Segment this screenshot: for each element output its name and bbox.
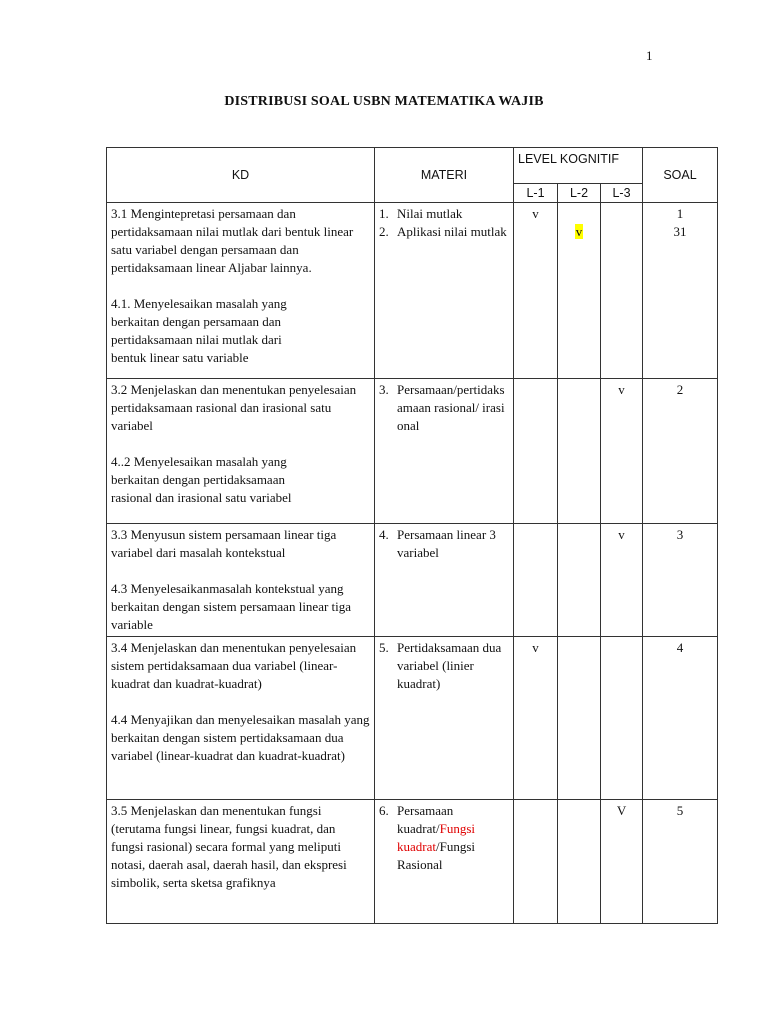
l3-cell: v <box>601 379 643 524</box>
kd-text: 4.4 Menyajikan dan menyelesaikan masalah yang berkaitan dengan sistem pertidaksamaan dua variabel (linear-kuadrat dan kuadrat-kuadrat) <box>111 712 370 763</box>
header-kd: KD <box>107 148 375 203</box>
l1-cell: v <box>514 203 558 379</box>
kd-cell <box>107 379 375 524</box>
materi-number: 3. <box>379 382 389 397</box>
l2-cell <box>558 637 601 800</box>
header-l3: L-3 <box>601 184 643 203</box>
table-row <box>107 203 718 379</box>
header-l1: L-1 <box>514 184 558 203</box>
kd-text: 3.2 Menjelaskan dan menentukan penyelesaian pertidaksamaan rasional dan irasional satu variabel <box>111 382 357 433</box>
l3-cell <box>601 637 643 800</box>
highlighted-check: v <box>575 224 583 239</box>
l3-cell: V <box>601 800 643 924</box>
materi-text: Persamaan/pertidaksamaan rasional/ irasional <box>397 382 505 433</box>
l3-cell: v <box>601 524 643 637</box>
materi-number: 4. <box>379 527 389 542</box>
table-row <box>107 800 718 924</box>
header-soal: SOAL <box>643 148 718 203</box>
materi-number: 1. <box>379 206 389 221</box>
soal-number: 3 <box>676 527 684 542</box>
soal-cell <box>643 524 718 637</box>
l2-cell <box>558 203 601 379</box>
l1-cell: v <box>514 637 558 800</box>
kd-text: 4.1. Menyelesaikan masalah yang berkaitan dengan persamaan dan pertidaksamaan nilai mutlak dari bentuk linear satu variable <box>111 296 287 365</box>
kd-text: 3.1 Mengintepretasi persamaan dan pertidaksamaan nilai mutlak dari bentuk linear satu variabel dengan persamaan dan pertidaksamaan linear Aljabar lainnya. <box>111 206 354 275</box>
header-level-kognitif: LEVEL KOGNITIF <box>514 148 643 184</box>
materi-text: Persamaan linear 3 variabel <box>397 527 496 560</box>
materi-text: Aplikasi nilai mutlak <box>397 224 507 239</box>
materi-text: Pertidaksamaan dua variabel (linier kuadrat) <box>397 640 502 691</box>
soal-number: 4 <box>676 640 684 655</box>
materi-text-part: /Fungsi Rasional <box>397 839 475 872</box>
table-row <box>107 524 718 637</box>
materi-number: 2. <box>379 224 389 239</box>
kd-cell <box>107 524 375 637</box>
l2-cell <box>558 800 601 924</box>
materi-text-part: Persamaan kuadrat/ <box>397 803 454 836</box>
kd-text: 3.5 Menjelaskan dan menentukan fungsi (terutama fungsi linear, fungsi kuadrat, dan fungsi rasional) secara formal yang meliputi notasi, daerah asal, daerah hasil, dan ekspresi simbolik, serta sketsa grafiknya <box>111 803 347 890</box>
materi-text: Nilai mutlak <box>397 206 463 221</box>
materi-cell <box>375 637 514 800</box>
kd-text: 3.3 Menyusun sistem persamaan linear tiga variabel dari masalah kontekstual <box>111 527 337 560</box>
materi-cell <box>375 524 514 637</box>
table-row <box>107 637 718 800</box>
soal-cell <box>643 800 718 924</box>
materi-text <box>397 802 509 874</box>
soal-cell <box>643 379 718 524</box>
l1-cell <box>514 800 558 924</box>
materi-cell <box>375 800 514 924</box>
header-materi: MATERI <box>375 148 514 203</box>
soal-number: 2 <box>676 382 684 397</box>
l2-cell <box>558 379 601 524</box>
l1-cell <box>514 379 558 524</box>
soal-number: 1 <box>676 206 684 221</box>
page-title: DISTRIBUSI SOAL USBN MATEMATIKA WAJIB <box>224 94 544 109</box>
distribution-table <box>106 147 718 924</box>
soal-number: 5 <box>676 803 684 818</box>
l1-cell <box>514 524 558 637</box>
materi-text-red: Fungsi kuadrat <box>397 821 475 854</box>
soal-number: 31 <box>673 224 687 239</box>
materi-cell <box>375 379 514 524</box>
materi-cell <box>375 203 514 379</box>
materi-number: 5. <box>379 640 389 655</box>
materi-number: 6. <box>379 803 389 818</box>
l2-cell <box>558 524 601 637</box>
l3-cell <box>601 203 643 379</box>
kd-cell <box>107 800 375 924</box>
kd-text: 4.3 Menyelesaikanmasalah kontekstual yang berkaitan dengan sistem persamaan linear tiga variable <box>111 581 352 632</box>
table-row <box>107 379 718 524</box>
kd-cell <box>107 203 375 379</box>
header-l2: L-2 <box>558 184 601 203</box>
kd-text: 3.4 Menjelaskan dan menentukan penyelesaian sistem pertidaksamaan dua variabel (linear-kuadrat dan kuadrat-kuadrat) <box>111 640 357 691</box>
soal-cell <box>643 203 718 379</box>
soal-cell <box>643 637 718 800</box>
kd-cell <box>107 637 375 800</box>
page-number: 1 <box>646 48 653 63</box>
kd-text: 4..2 Menyelesaikan masalah yang berkaitan dengan pertidaksamaan rasional dan irasional satu variabel <box>111 454 292 505</box>
